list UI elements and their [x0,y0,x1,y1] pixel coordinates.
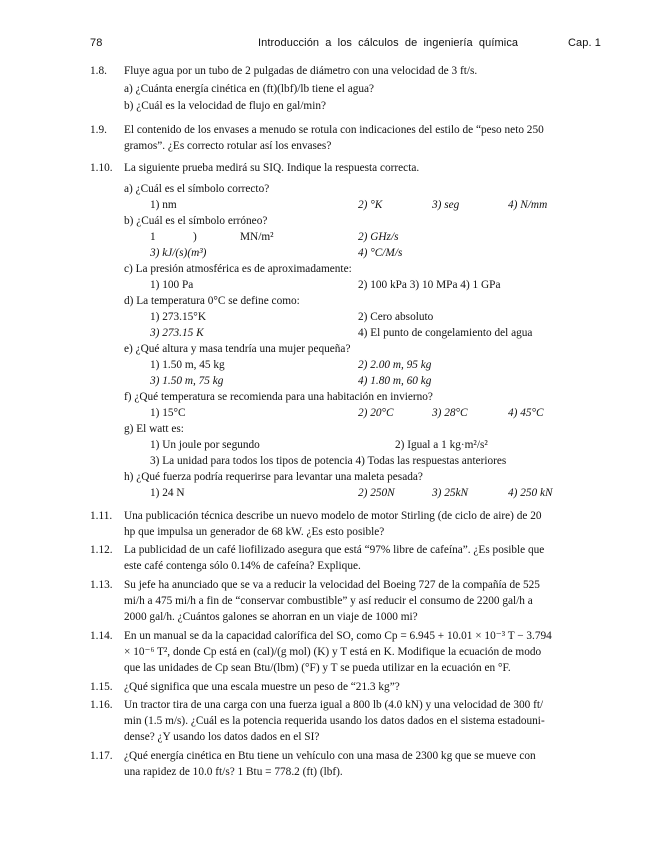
quiz-question: a) ¿Cuál es el símbolo correcto? [124,183,270,195]
quiz-question: h) ¿Qué fuerza podría requerirse para levantar una maleta pesada? [124,471,423,483]
problem-number: 1.8. [90,65,107,77]
problem-text: El contenido de los envases a menudo se rotula con indicaciones del estilo de “peso neto 250 [124,124,544,136]
quiz-option: 3) 273.15 K [150,327,204,339]
problem-number: 1.10. [90,162,113,174]
quiz-question: d) La temperatura 0°C se define como: [124,295,300,307]
problem-number: 1.12. [90,544,113,556]
problem-number: 1.11. [90,510,113,522]
problem-text: una rapidez de 10.0 ft/s? 1 Btu = 778.2 (ft) (lbf). [124,766,343,778]
problem-subitem: a) ¿Cuánta energía cinética en (ft)(lbf)/lb tiene el agua? [124,83,375,95]
quiz-option: 3) seg [432,199,460,211]
problem-number: 1.17. [90,750,113,762]
quiz-question: e) ¿Qué altura y masa tendría una mujer pequeña? [124,343,351,355]
quiz-option: 3) 25kN [432,487,469,499]
problem-text: En un manual se da la capacidad calorífica del SO, como Cp = 6.945 + 10.01 × 10⁻³ T − 3.794 [124,630,552,642]
quiz-option: 2) °K [358,199,383,211]
quiz-option: 2) GHz/s [358,231,399,243]
problem-text: hp que impulsa un generador de 68 kW. ¿Es esto posible? [124,526,385,538]
quiz-option: 1) nm [150,199,177,211]
quiz-option: 3) kJ/(s)(m³) [150,247,207,259]
quiz-option: 4) 250 kN [508,487,553,499]
problem-text: × 10⁻⁶ T², donde Cp está en (cal)/(g mol) (K) y T está en K. Modifique la ecuación de modo [124,646,542,658]
problem-text: Fluye agua por un tubo de 2 pulgadas de diámetro con una velocidad de 3 ft/s. [124,65,478,77]
problem-number: 1.16. [90,699,113,711]
quiz-option: 4) 45°C [508,407,544,419]
page-number: 78 [90,37,103,49]
problem-text: ¿Qué energía cinética en Btu tiene un vehículo con una masa de 2300 kg que se mueve con [124,750,536,762]
problem-text: La siguiente prueba medirá su SIQ. Indique la respuesta correcta. [124,162,420,174]
quiz-option: 1) 273.15°K [150,311,206,323]
quiz-option: 1) 24 N [150,487,185,499]
quiz-option: 2) Cero absoluto [358,311,434,323]
problem-number: 1.15. [90,681,113,693]
problem-text: min (1.5 m/s). ¿Cuál es la potencia requerida usando los datos dados en el sistema estadouni- [124,715,545,727]
quiz-option: MN/m² [240,231,274,243]
chapter-label: Cap. 1 [568,37,602,49]
quiz-option: 2) 100 kPa 3) 10 MPa 4) 1 GPa [358,279,501,291]
quiz-option: 3) 28°C [432,407,468,419]
problem-text: Su jefe ha anunciado que se va a reducir la velocidad del Boeing 727 de la compañía de 525 [124,579,540,591]
quiz-option: 1) 15°C [150,407,186,419]
quiz-option: 1) 1.50 m, 45 kg [150,359,225,371]
quiz-option: 1 [150,231,156,243]
quiz-option: 4) N/mm [508,199,548,211]
running-title: Introducción a los cálculos de ingeniería química [258,37,519,49]
quiz-option: 2) 250N [358,487,395,499]
problem-text: gramos”. ¿Es correcto rotular así los envases? [124,140,332,152]
problem-text: mi/h a 475 mi/h a fin de “conservar combustible” y así reducir el consumo de 2200 gal/h a [124,595,533,607]
problem-number: 1.9. [90,124,107,136]
quiz-question: g) El watt es: [124,423,184,435]
problem-text: La publicidad de un café liofilizado asegura que está “97% libre de cafeína”. ¿Es posible que [124,544,545,556]
problem-text: dense? ¿Y usando los datos dados en el SI? [124,731,320,743]
problem-text: que las unidades de Cp sean Btu/(lbm) (°F) y T se pueda utilizar en la ecuación en °F. [124,662,511,674]
problem-text: este café contenga sólo 0.14% de cafeína? Explique. [124,560,361,572]
quiz-option: 2) 2.00 m, 95 kg [358,359,432,371]
quiz-question: c) La presión atmosférica es de aproximadamente: [124,263,352,275]
problem-text: Una publicación técnica describe un nuevo modelo de motor Stirling (de ciclo de aire) de 20 [124,510,542,522]
quiz-option: 3) 1.50 m, 75 kg [150,375,224,387]
quiz-option: 2) Igual a 1 kg·m²/s² [395,439,488,451]
quiz-option: 3) La unidad para todos los tipos de potencia 4) Todas las respuestas anteriores [150,455,507,467]
quiz-option: 1) Un joule por segundo [150,439,260,451]
quiz-option: ) [193,231,197,243]
quiz-question: f) ¿Qué temperatura se recomienda para una habitación en invierno? [124,391,433,403]
quiz-option: 4) 1.80 m, 60 kg [358,375,432,387]
problem-text: ¿Qué significa que una escala muestre un peso de “21.3 kg”? [124,681,400,693]
quiz-option: 2) 20°C [358,407,394,419]
problem-number: 1.14. [90,630,113,642]
quiz-option: 4) El punto de congelamiento del agua [358,327,533,339]
quiz-option: 1) 100 Pa [150,279,194,291]
problem-text: Un tractor tira de una carga con una fuerza igual a 800 lb (4.0 kN) y una velocidad de 300 ft/ [124,699,544,711]
quiz-question: b) ¿Cuál es el símbolo erróneo? [124,215,268,227]
problem-text: 2000 gal/h. ¿Cuántos galones se ahorran en un viaje de 1000 mi? [124,611,418,623]
problem-subitem: b) ¿Cuál es la velocidad de flujo en gal/min? [124,100,327,112]
quiz-option: 4) °C/M/s [358,247,403,259]
problem-number: 1.13. [90,579,113,591]
